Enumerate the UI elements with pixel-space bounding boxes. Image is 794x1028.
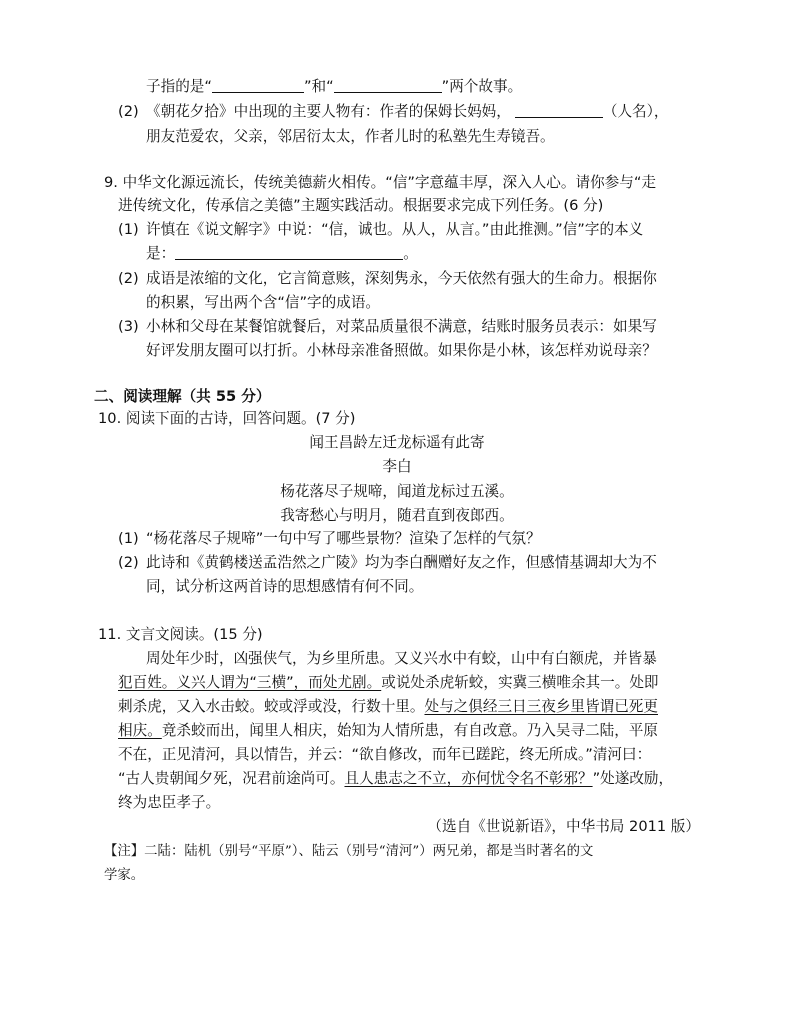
section-heading	[94, 386, 270, 408]
q9-intro-line-2	[118, 195, 603, 217]
q8-text: 《朝花夕拾》中出现的主要人物有：作者的保姆长妈妈，	[146, 103, 511, 120]
q8-part-2-line-2	[146, 126, 555, 148]
q9-text: 。	[403, 245, 418, 262]
q9-text: 小林和父母在某餐馆就餐后，对菜品质量很不满意，结账时服务员表示：如果写	[146, 318, 657, 335]
q9-part-3-line-1	[118, 316, 657, 338]
q10-intro	[98, 408, 355, 430]
answer-blank	[212, 77, 304, 93]
q8-text: ”两个故事。	[441, 78, 523, 95]
passage-line-5	[118, 744, 651, 766]
q8-text: 子指的是“	[146, 78, 212, 95]
passage-source: （选自《世说新语》，中华书局 2011 版）	[427, 818, 700, 835]
annotation-text: 【注】二陆：陆机（别号“平原”）、陆云（别号“清河”）两兄弟，都是当时著名的文	[104, 844, 594, 859]
poem-line-2: 我寄愁心与明月，随君直到夜郎西。	[280, 507, 514, 524]
section-heading-text: 二、阅读理解（共 55 分）	[94, 388, 271, 405]
answer-blank	[334, 77, 442, 93]
q10-intro-text: 10. 阅读下面的古诗，回答问题。(7 分)	[98, 410, 356, 427]
passage-text: 不在，正见清河，具以情告，并云：“欲自修改，而年已蹉跎，终无所成。”清河曰：	[118, 746, 652, 763]
q8-text: 朋友范爱农，父亲，邻居衍太太，作者儿时的私塾先生寿镜吾。	[146, 128, 555, 145]
q9-part-1-line-1	[118, 219, 643, 241]
q9-part-2-line-2	[146, 292, 380, 314]
part-number: (2)	[118, 270, 139, 287]
q9-intro-text: 9. 中华文化源远流长，传统美德薪火相传。“信”字意蕴丰厚，深入人心。请你参与“走	[104, 174, 657, 191]
underlined-sentence: 处与之俱经三日三夜乡里皆谓已死更	[424, 698, 658, 715]
q8-text: （人名），	[602, 103, 669, 120]
answer-blank	[515, 102, 603, 118]
annotation-line-1	[104, 841, 593, 863]
q10-text: 此诗和《黄鹤楼送孟浩然之广陵》均为李白酬赠好友之作，但感情基调却大为不	[146, 554, 657, 571]
passage-text: 竟杀蛟而出，闻里人相庆，始知为人情所患，有自改意。乃入吴寻二陆，平原	[161, 722, 658, 739]
q9-text: 好评发朋友圈可以打折。小林母亲准备照做。如果你是小林，该怎样劝说母亲？	[146, 342, 657, 359]
annotation-line-2	[104, 865, 144, 887]
passage-line-4	[118, 720, 658, 742]
passage-line-3	[118, 696, 658, 718]
q11-intro	[98, 624, 263, 646]
passage-text: 或说处杀虎斩蛟，实冀三横唯余其一。处即	[381, 674, 659, 691]
passage-line-2	[118, 672, 659, 694]
underlined-sentence: 相庆。	[118, 722, 162, 739]
q9-part-2-line-1	[118, 268, 657, 290]
q10-part-1	[118, 528, 541, 550]
q9-intro-line-1	[104, 172, 656, 194]
part-number: (1)	[118, 530, 139, 547]
passage-line-6	[118, 768, 673, 790]
part-number: (2)	[118, 103, 139, 120]
q8-line-1	[146, 76, 522, 98]
poem-author: 李白	[382, 458, 412, 475]
q10-part-2-line-2	[146, 576, 423, 598]
q9-text: 成语是浓缩的文化，它言简意赅，深刻隽永，今天依然有强大的生命力。根据你	[146, 270, 657, 287]
passage-text: 刺杀虎，又入水击蛟。蛟或浮或没，行数十里。	[118, 698, 425, 715]
passage-text: 周处年少时，凶强侠气，为乡里所患。又义兴水中有蛟，山中有白额虎，并皆暴	[146, 650, 657, 667]
q8-text: ”和“	[303, 78, 334, 95]
passage-text: ”处遂改励，	[592, 770, 674, 787]
poem-line-1: 杨花落尽子规啼，闻道龙标过五溪。	[280, 483, 514, 500]
passage-text: 终为忠臣孝子。	[118, 794, 221, 811]
part-number: (3)	[118, 318, 139, 335]
passage-line-1	[146, 648, 657, 670]
passage-line-7	[118, 792, 220, 814]
annotation-text: 学家。	[104, 868, 145, 883]
q9-part-3-line-2	[146, 340, 657, 362]
part-number: (1)	[118, 221, 139, 238]
q9-part-1-line-2	[146, 243, 418, 265]
q10-part-2-line-1	[118, 552, 657, 574]
poem-title: 闻王昌龄左迁龙标遥有此寄	[309, 434, 485, 451]
q9-text: 的积累，写出两个含“信”字的成语。	[146, 294, 381, 311]
underlined-sentence: 且人患志之不立，亦何忧令名不彰邪？	[344, 770, 593, 787]
q9-text: 是：	[146, 245, 176, 262]
q11-intro-text: 11. 文言文阅读。(15 分)	[98, 626, 263, 643]
passage-text: “古人贵朝闻夕死，况君前途尚可。	[118, 770, 345, 787]
underlined-sentence: 犯百姓。义兴人谓为“三横”，而处尤剧。	[118, 674, 382, 691]
q8-part-2-line-1	[118, 101, 669, 123]
answer-blank	[175, 244, 403, 260]
q10-text: “杨花落尽子规啼”一句中写了哪些景物？渲染了怎样的气氛？	[146, 530, 541, 547]
q9-text: 许慎在《说文解字》中说：“信，诚也。从人，从言。”由此推测。”信”字的本义	[146, 221, 644, 238]
part-number: (2)	[118, 554, 139, 571]
q9-intro-text: 进传统文化，传承信之美德”主题实践活动。根据要求完成下列任务。(6 分)	[118, 197, 604, 214]
q10-text: 同，试分析这两首诗的思想感情有何不同。	[146, 578, 424, 595]
